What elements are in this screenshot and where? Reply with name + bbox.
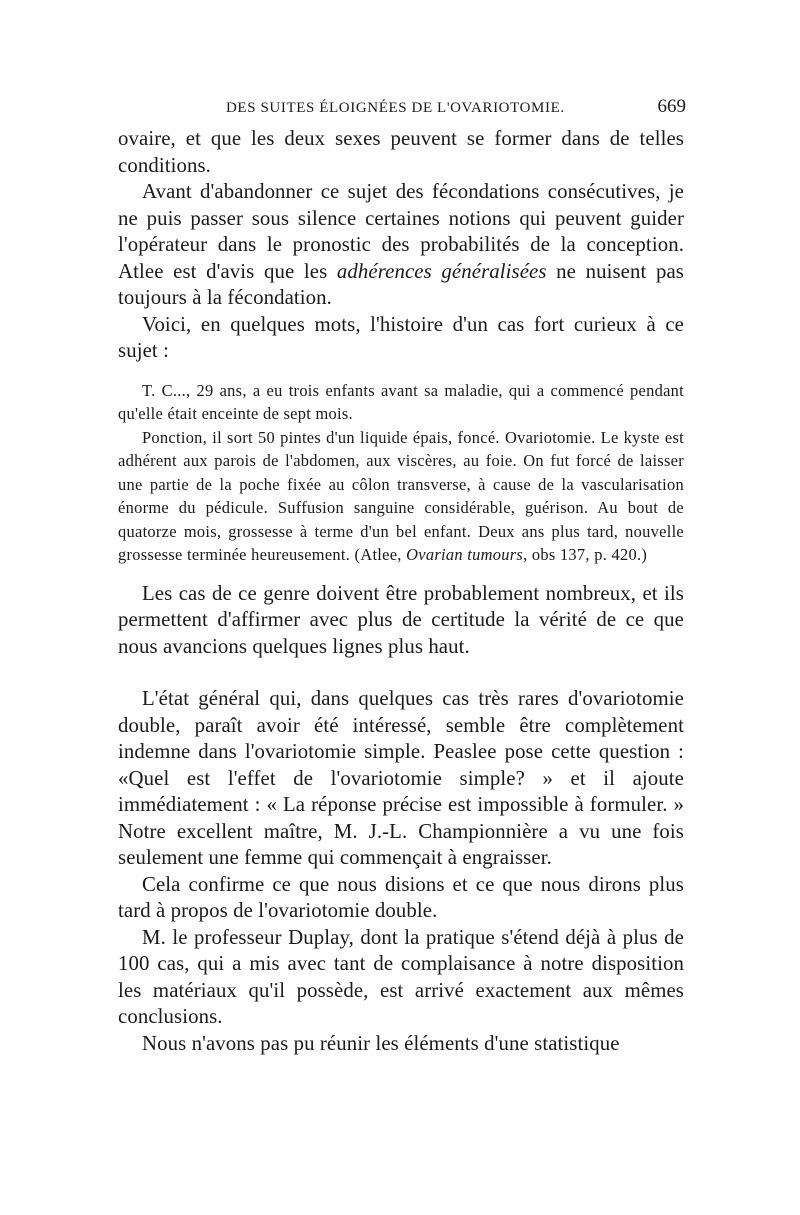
paragraph-etat-general: L'état général qui, dans quelques cas très rares d'ovariotomie double, paraît avoir été intéressé, semble être complètement indemne dans l'ovariotomie simple. Peaslee pose cette question : «Quel est l'effet de l'ovariotomie simple? » et il ajoute immédiatement : « La réponse précise est impossible à formuler. » Notre excellent maître, M. J.-L. Championnière a vu une fois seulement une femme qui commençait à engraisser. <box>118 687 684 869</box>
emphasis-adherences: adhérences généralisées <box>336 259 547 283</box>
case-note-patient: T. C..., 29 ans, a eu trois enfants avant sa maladie, qui a commencé pendant qu'elle était enceinte de sept mois. <box>118 380 684 423</box>
case-note-operation <box>118 426 684 567</box>
paragraph-intro-case: Voici, en quelques mots, l'histoire d'un cas fort curieux à ce sujet : <box>118 312 684 362</box>
paragraph-text: ne nuisent pas toujours à la fécondation. <box>118 259 684 309</box>
paragraph-fecondations <box>118 179 684 312</box>
page-number: 669 <box>657 96 686 117</box>
paragraph-cas-genre: Les cas de ce genre doivent être probablement nombreux, et ils permettent d'affirmer avec plus de certitude la vérité de ce que nous avancions quelques lignes plus haut. <box>118 581 684 658</box>
note-text: , obs 137, p. 420.) <box>523 545 648 564</box>
paragraph-continuation: ovaire, et que les deux sexes peuvent se former dans de telles conditions. <box>118 127 684 177</box>
paragraph-text: Avant d'abandonner ce sujet des fécondations consécutives, je ne puis passer sous silence certaines notions qui peuvent guider l'opérateur dans le pronostic des probabilités de la conception. Atlee est d'avis que les <box>118 180 684 283</box>
citation-title: Ovarian tumours <box>406 545 524 564</box>
note-text: Ponction, il sort 50 pintes d'un liquide épais, foncé. Ovariotomie. Le kyste est adhérent aux parois de l'abdomen, aux viscères, au foie. On fut forcé de laisser une partie de la poche fixée au côlon transverse, à cause de la vascularisation énorme du pédicule. Suffusion sanguine considérable, guérison. Au bout de quatorze mois, grossesse à terme d'un bel enfant. Deux ans plus tard, nouvelle grossesse terminée heureusement. (Atlee, <box>118 427 684 564</box>
page-body <box>118 126 684 1057</box>
page-header <box>118 96 686 126</box>
paragraph-confirme: Cela confirme ce que nous disions et ce que nous dirons plus tard à propos de l'ovariotomie double. <box>118 872 684 922</box>
paragraph-statistique: Nous n'avons pas pu réunir les éléments d'une statistique <box>142 1031 620 1055</box>
paragraph-duplay: M. le professeur Duplay, dont la pratique s'étend déjà à plus de 100 cas, qui a mis avec tant de complaisance à notre disposition les matériaux qu'il possède, est arrivé exactement aux mêmes conclusions. <box>118 925 684 1028</box>
running-title: DES SUITES ÉLOIGNÉES DE L'OVARIOTOMIE. <box>226 100 565 116</box>
